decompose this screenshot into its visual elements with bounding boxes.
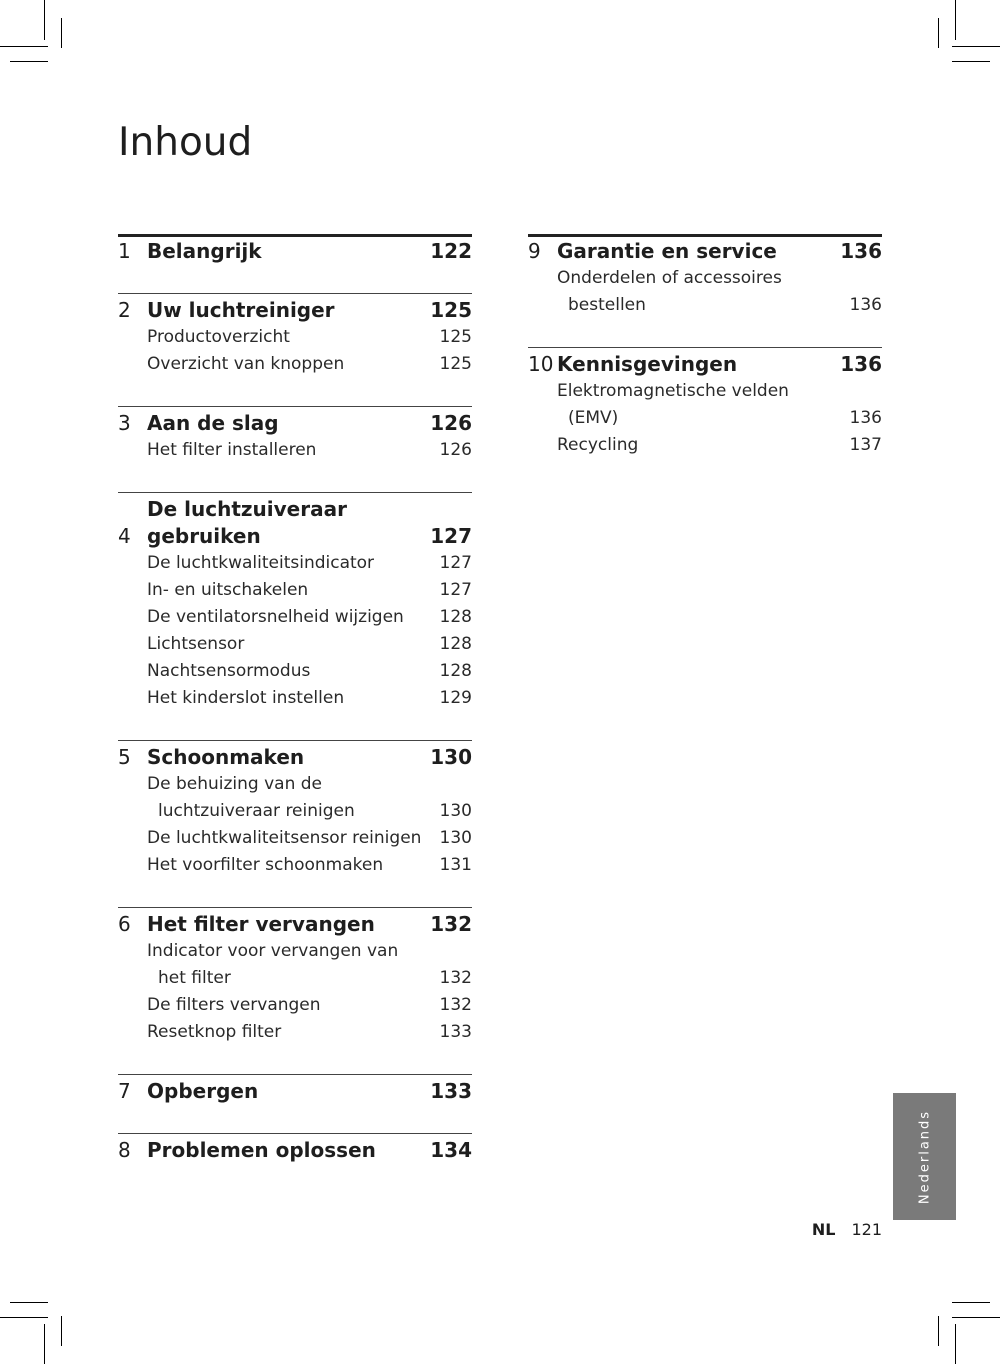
- language-tab-label: Nederlands: [917, 1109, 932, 1204]
- toc-entry-text: [557, 265, 850, 319]
- toc-entry-text: [147, 825, 440, 852]
- crop-mark: [952, 61, 990, 62]
- toc-entry-text-line: Overzicht van knoppen: [147, 354, 345, 374]
- toc-section-page: 136: [840, 352, 882, 376]
- toc-entry-text-line: De behuizing van de: [147, 774, 322, 794]
- toc-section-page: 130: [430, 745, 472, 769]
- toc-entry[interactable]: [147, 604, 472, 631]
- toc-entry-text: [147, 577, 440, 604]
- toc-right-column: [528, 234, 882, 487]
- crop-mark: [44, 0, 45, 40]
- toc-section-heading[interactable]: [118, 911, 472, 938]
- toc-entry-text: [147, 685, 440, 712]
- toc-entry-text-line: Elektromagnetische velden: [557, 381, 789, 401]
- toc-entry[interactable]: [147, 825, 472, 852]
- toc-entry-text-line: Nachtsensormodus: [147, 661, 311, 681]
- toc-entry[interactable]: [147, 685, 472, 712]
- toc-entry-text: [147, 324, 440, 351]
- crop-mark: [10, 1302, 48, 1303]
- toc-entry[interactable]: [147, 324, 472, 351]
- crop-mark: [955, 1324, 956, 1364]
- toc-entry-text-line: Onderdelen of accessoires: [557, 268, 782, 288]
- toc-section-heading[interactable]: [528, 351, 882, 378]
- toc-entry-page: 128: [439, 661, 472, 681]
- toc-entry-page: 133: [439, 1022, 472, 1042]
- crop-mark: [61, 1316, 62, 1346]
- toc-section-heading[interactable]: [528, 238, 882, 265]
- toc-entry-page: 136: [849, 295, 882, 315]
- toc-section-heading[interactable]: [118, 238, 472, 265]
- toc-section: [118, 492, 472, 740]
- toc-entry[interactable]: [147, 992, 472, 1019]
- toc-entry-text: [147, 938, 440, 992]
- toc-section: [118, 740, 472, 907]
- toc-section-title: [557, 351, 840, 378]
- toc-section-page: 127: [430, 524, 472, 548]
- footer-page-number: 121: [851, 1220, 882, 1239]
- toc-entry[interactable]: [147, 550, 472, 577]
- toc-section: [118, 293, 472, 406]
- toc-entry-text: [147, 604, 440, 631]
- toc-section-title: [147, 744, 430, 771]
- toc-section: [118, 1133, 472, 1192]
- crop-mark: [44, 1324, 45, 1364]
- toc-entry-page: 128: [439, 607, 472, 627]
- toc-section-page: 132: [430, 912, 472, 936]
- toc-section-number: 6: [118, 912, 131, 936]
- toc-entry-page: 132: [439, 995, 472, 1015]
- toc-section-title: [147, 238, 430, 265]
- toc-entry-page: 136: [849, 408, 882, 428]
- toc-entry-text-line: Lichtsensor: [147, 634, 245, 654]
- toc-entry-text: [147, 771, 440, 825]
- toc-entry[interactable]: [147, 771, 472, 825]
- toc-entry-page: 127: [439, 580, 472, 600]
- toc-section-title-line: De luchtzuiveraar: [147, 497, 347, 521]
- toc-entry-text-line: In- en uitschakelen: [147, 580, 309, 600]
- toc-entry[interactable]: [147, 658, 472, 685]
- toc-section: [118, 406, 472, 492]
- toc-section: [118, 907, 472, 1074]
- toc-entry[interactable]: [557, 265, 882, 319]
- toc-section-number: 1: [118, 239, 131, 263]
- toc-section-heading[interactable]: [118, 1137, 472, 1164]
- toc-section-title-line: Problemen oplossen: [147, 1138, 376, 1162]
- toc-section-title-line: Opbergen: [147, 1079, 259, 1103]
- crop-mark: [938, 1316, 939, 1346]
- toc-section-title-line: gebruiken: [147, 524, 261, 548]
- toc-entry-text-line: De filters vervangen: [147, 995, 321, 1015]
- toc-entry-page: 128: [439, 634, 472, 654]
- crop-mark: [0, 1317, 48, 1318]
- toc-entry-page: 132: [439, 968, 472, 988]
- toc-section-page: 122: [430, 239, 472, 263]
- toc-entry[interactable]: [147, 577, 472, 604]
- toc-entry-text-line: Resetknop filter: [147, 1022, 282, 1042]
- toc-section-title-line: Kennisgevingen: [557, 352, 738, 376]
- toc-section-heading[interactable]: [118, 496, 472, 550]
- toc-entry-page: 126: [439, 440, 472, 460]
- toc-entry-text-line: Recycling: [557, 435, 639, 455]
- toc-entry-text-line: Het filter installeren: [147, 440, 317, 460]
- toc-entry-text-line: bestellen: [568, 295, 646, 315]
- toc-section-title-line: Garantie en service: [557, 239, 777, 263]
- toc-entry-text: [557, 378, 850, 432]
- toc-entry-text-line: De luchtkwaliteitsensor reinigen: [147, 828, 422, 848]
- language-tab: [893, 1093, 956, 1220]
- toc-entry-page: 125: [439, 354, 472, 374]
- toc-section-title: [147, 911, 430, 938]
- toc-entry-text-line: Indicator voor vervangen van: [147, 941, 399, 961]
- crop-mark: [952, 1302, 990, 1303]
- toc-section-title-line: Belangrijk: [147, 239, 262, 263]
- toc-entry-page: 130: [439, 801, 472, 821]
- toc-section-page: 133: [430, 1079, 472, 1103]
- toc-entry-text-line: De luchtkwaliteitsindicator: [147, 553, 375, 573]
- toc-entry[interactable]: [147, 437, 472, 464]
- toc-section-heading[interactable]: [118, 410, 472, 437]
- toc-entry-text-line: luchtzuiveraar reinigen: [158, 801, 355, 821]
- toc-section-title-line: Uw luchtreiniger: [147, 298, 335, 322]
- toc-section-title: [557, 238, 840, 265]
- toc-entry-text: [147, 1019, 440, 1046]
- toc-entry-text: [147, 550, 440, 577]
- toc-entry-page: 130: [439, 828, 472, 848]
- toc-section-title-line: Aan de slag: [147, 411, 279, 435]
- toc-section-title: [147, 1137, 430, 1164]
- toc-section-number: 9: [528, 239, 541, 263]
- toc-section-number: 4: [118, 524, 131, 548]
- toc-entry-page: 125: [439, 327, 472, 347]
- toc-section-heading[interactable]: [118, 1078, 472, 1105]
- toc-section-title: [147, 410, 430, 437]
- crop-mark: [938, 18, 939, 48]
- toc-section-number: 5: [118, 745, 131, 769]
- crop-mark: [955, 0, 956, 40]
- toc-section-title: [147, 297, 430, 324]
- crop-mark: [952, 1317, 1000, 1318]
- toc-entry[interactable]: [147, 351, 472, 378]
- toc-entry[interactable]: [147, 852, 472, 879]
- toc-entry[interactable]: [147, 1019, 472, 1046]
- toc-section-page: 126: [430, 411, 472, 435]
- toc-section: [118, 234, 472, 293]
- toc-section-page: 125: [430, 298, 472, 322]
- page-footer: [812, 1220, 882, 1239]
- crop-mark: [952, 46, 1000, 47]
- crop-mark: [61, 18, 62, 48]
- toc-entry-text-line: Het kinderslot instellen: [147, 688, 345, 708]
- toc-entry-page: 131: [439, 855, 472, 875]
- toc-entry-text: [147, 437, 440, 464]
- toc-section-title: [147, 496, 430, 550]
- toc-section-title-line: Schoonmaken: [147, 745, 305, 769]
- toc-entry-page: 129: [439, 688, 472, 708]
- toc-section: [528, 347, 882, 487]
- toc-entry-text: [557, 432, 850, 459]
- toc-entry-text: [147, 992, 440, 1019]
- crop-mark: [10, 61, 48, 62]
- toc-entry-text-line: Het voorfilter schoonmaken: [147, 855, 384, 875]
- toc-entry-text: [147, 658, 440, 685]
- toc-section-title: [147, 1078, 430, 1105]
- toc-left-column: [118, 234, 472, 1192]
- toc-entry-text-line: De ventilatorsnelheid wijzigen: [147, 607, 404, 627]
- toc-section-number: 7: [118, 1079, 131, 1103]
- toc-section-title-line: Het filter vervangen: [147, 912, 375, 936]
- toc-entry[interactable]: [147, 938, 472, 992]
- toc-entry[interactable]: [557, 378, 882, 432]
- page-title: Inhoud: [118, 120, 253, 165]
- toc-entry-text: [147, 631, 440, 658]
- toc-entry-text-line: Productoverzicht: [147, 327, 290, 347]
- toc-section: [528, 234, 882, 347]
- toc-section-page: 136: [840, 239, 882, 263]
- toc-section-number: 8: [118, 1138, 131, 1162]
- toc-section-number: 10: [528, 352, 554, 376]
- toc-section-heading[interactable]: [118, 744, 472, 771]
- toc-entry-page: 127: [439, 553, 472, 573]
- toc-entry[interactable]: [147, 631, 472, 658]
- footer-language: NL: [811, 1220, 836, 1239]
- toc-entry-text-line: het filter: [158, 968, 231, 988]
- toc-section-number: 2: [118, 298, 131, 322]
- toc-section-number: 3: [118, 411, 131, 435]
- toc-section-page: 134: [430, 1138, 472, 1162]
- toc-entry-text-line: (EMV): [568, 408, 619, 428]
- toc-section-heading[interactable]: [118, 297, 472, 324]
- toc-entry-page: 137: [849, 435, 882, 455]
- toc-section: [118, 1074, 472, 1133]
- toc-entry[interactable]: [557, 432, 882, 459]
- toc-entry-text: [147, 351, 440, 378]
- crop-mark: [0, 46, 48, 47]
- toc-entry-text: [147, 852, 440, 879]
